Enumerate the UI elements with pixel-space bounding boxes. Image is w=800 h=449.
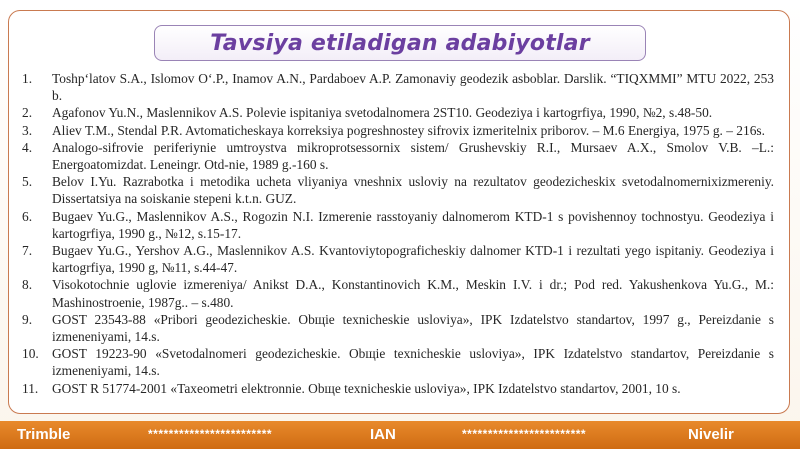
reference-text: Bugaev Yu.G., Maslennikov A.S., Rogozin N.I. Izmerenie rasstoyaniy dalnomerom KTD-1 s povishennoy tochnostyu. Geodeziya i kartogrfiya, 1990 g., №12, s.15-17. — [52, 208, 774, 241]
slide-title: Tavsiya etiladigan adabiyotlar — [210, 30, 590, 56]
reference-item — [22, 276, 774, 310]
reference-text: Toshp‘latov S.A., Islomov O‘.P., Inamov A.N., Pardaboev A.P. Zamonaviy geodezik asboblar. Darslik. “TIQXMMI” MTU 2022, 253 b. — [52, 71, 774, 104]
reference-text: GOST 19223-90 «Svetodalnomeri geodezicheskie. Obщie texnicheskie usloviya», IPK Izdatelstvo standartov, Pereizdanie s izmeneniyami, 14.s. — [52, 346, 774, 379]
reference-number: 10. — [22, 346, 39, 362]
reference-number: 5. — [22, 174, 33, 190]
reference-item — [22, 70, 774, 104]
reference-item — [22, 380, 774, 397]
reference-item — [22, 122, 774, 139]
footer-left-label: Trimble — [17, 426, 71, 443]
reference-text: Belov I.Yu. Razrabotka i metodika ucheta vliyaniya vneshnix usloviy na rezultatov geodezicheskix svetodalnomernixizmereniy. Dissertatsiya na soiskanie stepeni k.t.n. GUZ. — [52, 174, 774, 207]
reference-text: Agafonov Yu.N., Maslennikov A.S. Polevie ispitaniya svetodalnomera 2ST10. Geodeziya i kartogrfiya, 1990, №2, s.48-50. — [52, 105, 713, 121]
footer-stars-right: ************************ — [462, 427, 587, 441]
title-box — [154, 25, 646, 61]
reference-item — [22, 139, 774, 173]
reference-number: 1. — [22, 71, 33, 86]
reference-list — [22, 70, 774, 397]
reference-text: GOST 23543-88 «Pribori geodezicheskie. Obщie texnicheskie usloviya», IPK Izdatelstvo standartov, 1997 g., Pereizdanie s izmeneniyami, 14.s. — [52, 311, 774, 345]
reference-number: 7. — [22, 243, 33, 259]
reference-text: GOST R 51774-2001 «Taxeometri elektronnie. Obщe texnicheskie usloviya», IPK Izdatelstvo standartov, 2001, 10 s. — [52, 380, 681, 396]
reference-text: Aliev T.M., Stendal P.R. Avtomaticheskaya korreksiya pogreshnostey sifrovix izmeritelnix priborov. – M.6 Energiya, 1975 g. – 216s. — [52, 122, 765, 138]
reference-number: 3. — [22, 122, 33, 138]
reference-item — [22, 345, 774, 379]
reference-number: 11. — [22, 380, 39, 396]
reference-text: Analogo-sifrovie periferiynie umtroystva mikroprotsessornix sistem/ Grushevskiy R.I., Mursaev A.X., Smolov V.B. –L.: Energoatomizdat. Leneingr. Otd-nie, 1989 g.-160 s. — [52, 139, 774, 173]
footer-center-label: IAN — [370, 426, 396, 443]
reference-item — [22, 208, 774, 242]
footer-stars-left: ************************ — [148, 427, 273, 441]
reference-number: 4. — [22, 139, 33, 155]
reference-item — [22, 242, 774, 276]
footer-bar — [0, 421, 800, 449]
reference-number: 8. — [22, 277, 33, 293]
reference-number: 9. — [22, 311, 33, 327]
reference-text: Visokotochnie uglovie izmereniya/ Anikst D.A., Konstantinovich K.M., Meskin I.V. i dr.; Pod red. Yakushenkova Yu.G., M.: Mashinostroenie, 1987g.. – s.480. — [52, 277, 774, 310]
reference-item — [22, 173, 774, 207]
reference-item — [22, 104, 774, 121]
footer-right-label: Nivelir — [688, 426, 734, 443]
reference-item — [22, 311, 774, 345]
reference-number: 2. — [22, 105, 33, 121]
reference-number: 6. — [22, 208, 33, 224]
reference-text: Bugaev Yu.G., Yershov A.G., Maslennikov A.S. Kvantoviytopograficheskiy dalnomer KTD-1 i rezultati yego ispitaniy. Geodeziya i kartogrfiya, 1990 g, №11, s.44-47. — [52, 243, 774, 276]
